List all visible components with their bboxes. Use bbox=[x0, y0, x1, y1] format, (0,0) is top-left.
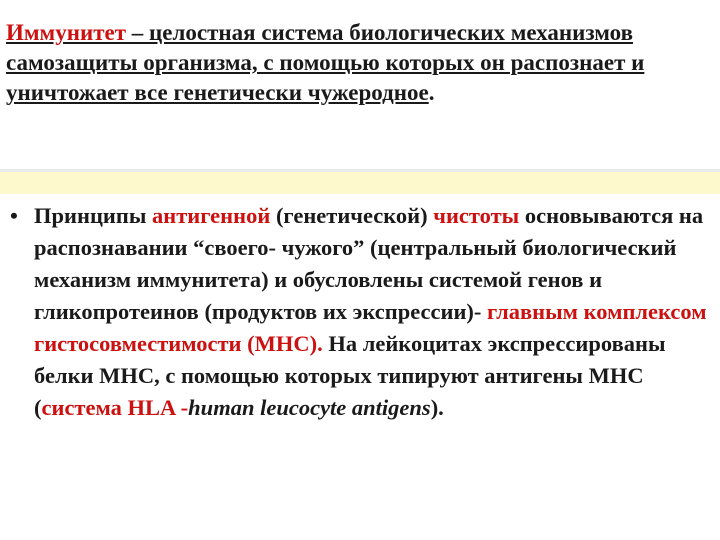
definition-term: Иммунитет bbox=[6, 20, 127, 45]
hla-term: система HLA - bbox=[41, 395, 189, 420]
bullet-marker: • bbox=[10, 203, 18, 228]
bullet-text bbox=[34, 200, 718, 424]
highlight-band bbox=[0, 172, 720, 194]
definition-text: – целостная система биологических механизмов самозащиты организма, с помощью которых он распознает и уничтожает все генетически чужеродное bbox=[6, 20, 645, 105]
bullet-text-1: Принципы bbox=[34, 203, 153, 228]
definition-end: . bbox=[428, 80, 435, 105]
hla-expansion: human leucocyte antigens bbox=[188, 395, 431, 420]
bullet-text-2: (генетической) bbox=[270, 203, 434, 228]
bullet-text-3: основываются на распознавании “своего- чужого” (центральный биологический механизм иммунитета) и обусловлены системой генов и гликопротеинов (продуктов их экспрессии)- bbox=[34, 203, 704, 324]
principles-bullet bbox=[10, 200, 718, 424]
mhc-term: главным комплексом гистосовместимости (MHC). bbox=[34, 299, 707, 356]
immunity-definition bbox=[6, 18, 706, 108]
antigenic-term: антигенной bbox=[152, 203, 271, 228]
definition-panel bbox=[0, 0, 720, 172]
bullet-text-4: На лейкоцитах экспрессированы белки MHC, с помощью которых типируют антигены MHC ( bbox=[34, 331, 666, 420]
purity-term: чистоты bbox=[433, 203, 520, 228]
bullet-text-5: ). bbox=[430, 395, 444, 420]
